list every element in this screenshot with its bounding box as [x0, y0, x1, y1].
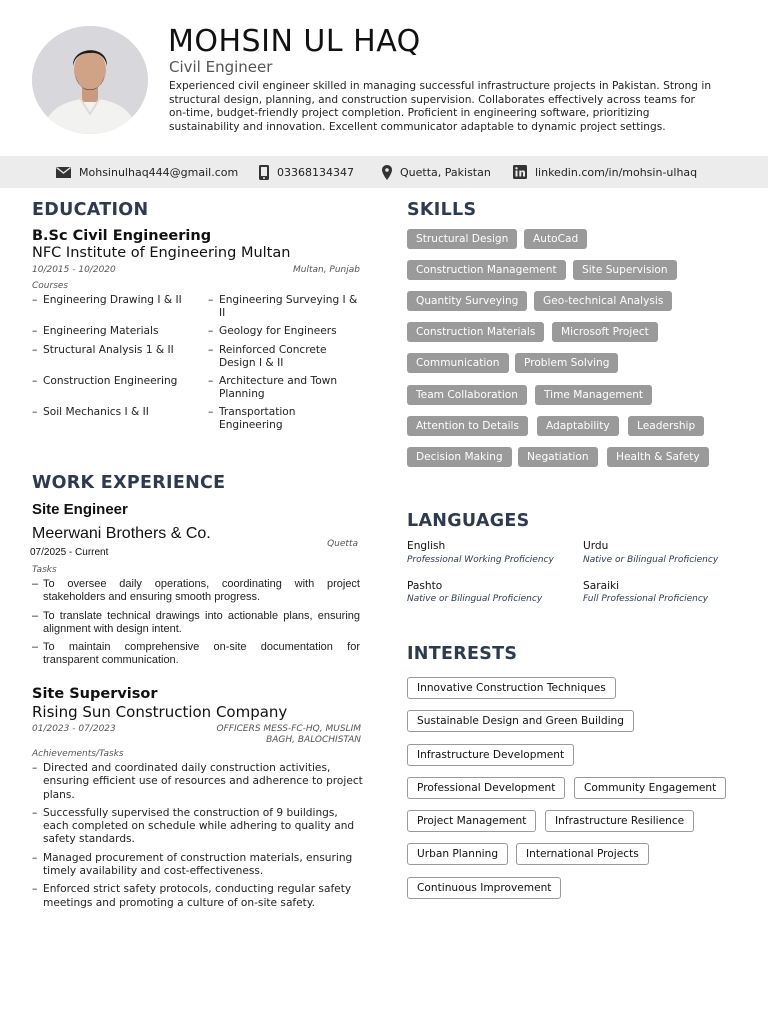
language-name: English — [407, 540, 446, 552]
interest-tag: Infrastructure Resilience — [545, 810, 694, 832]
skill-tag: Attention to Details — [407, 416, 528, 436]
list-item: – Enforced strict safety protocols, conducting regular safety meetings and promoting a culture of on-site safety. — [43, 883, 363, 910]
language-level: Professional Working Proficiency — [407, 555, 554, 565]
email-text: Mohsinulhaq444@gmail.com — [79, 165, 239, 179]
course-item: – Architecture and Town Planning — [219, 375, 360, 401]
job-title: Site Supervisor — [32, 686, 158, 702]
skill-tag: Problem Solving — [515, 353, 618, 373]
job-bullets — [43, 762, 363, 915]
interests-heading: INTERESTS — [407, 644, 518, 664]
location-text: Quetta, Pakistan — [400, 165, 491, 179]
skill-tag: AutoCad — [524, 229, 587, 249]
interest-tag: International Projects — [516, 843, 649, 865]
company-name: Meerwani Brothers & Co. — [32, 525, 211, 542]
skills-heading: SKILLS — [407, 200, 477, 220]
interest-tag: Infrastructure Development — [407, 744, 574, 766]
skill-tag: Quantity Surveying — [407, 291, 527, 311]
skill-tag: Site Supervision — [573, 260, 677, 280]
phone-text: 03368134347 — [277, 165, 354, 179]
interest-tag: Sustainable Design and Green Building — [407, 710, 634, 732]
contact-phone[interactable] — [259, 156, 354, 188]
envelope-icon — [56, 167, 71, 178]
courses-label: Courses — [32, 281, 69, 291]
job-list-label: Tasks — [32, 565, 57, 575]
company-name: Rising Sun Construction Company — [32, 703, 288, 721]
language-name: Saraiki — [583, 580, 620, 592]
interest-tag: Urban Planning — [407, 843, 508, 865]
language-level: Native or Bilingual Proficiency — [583, 555, 719, 565]
language-level: Native or Bilingual Proficiency — [407, 594, 543, 604]
job-dates: 07/2025 - Current — [30, 547, 109, 558]
job-dates: 01/2023 - 07/2023 — [32, 724, 116, 734]
list-item: – To oversee daily operations, coordinating with project stakeholders and ensuring smooth progress. — [43, 578, 360, 605]
skill-tag: Time Management — [535, 385, 652, 405]
language-name: Pashto — [407, 580, 443, 592]
interest-tag: Continuous Improvement — [407, 877, 561, 899]
language-level: Full Professional Proficiency — [583, 594, 709, 604]
course-item: – Engineering Surveying I & II — [219, 294, 360, 320]
skill-tag: Communication — [407, 353, 509, 373]
linkedin-icon — [513, 165, 527, 179]
education-heading: EDUCATION — [32, 200, 149, 220]
skill-tag: Decision Making — [407, 447, 512, 467]
skill-tag: Negatiation — [518, 447, 598, 467]
linkedin-text: linkedin.com/in/mohsin-ulhaq — [535, 165, 698, 179]
interest-tag: Innovative Construction Techniques — [407, 677, 616, 699]
course-item: – Soil Mechanics I & II — [43, 406, 193, 419]
education-place: Multan, Punjab — [292, 265, 360, 275]
course-item: – Construction Engineering — [43, 375, 193, 388]
degree-name: B.Sc Civil Engineering — [32, 228, 212, 244]
course-item: – Geology for Engineers — [219, 325, 360, 338]
list-item: – Successfully supervised the construction of 9 buildings, each completed on schedule while adhering to quality and safety standards. — [43, 807, 363, 847]
skill-tag: Team Collaboration — [407, 385, 527, 405]
course-item: – Engineering Drawing I & II — [43, 294, 193, 307]
course-item: – Engineering Materials — [43, 325, 193, 338]
job-title-headline: Civil Engineer — [169, 58, 273, 76]
contact-location — [382, 156, 491, 188]
job-title: Site Engineer — [32, 501, 128, 518]
phone-icon — [259, 165, 269, 180]
interest-tag: Professional Development — [407, 777, 565, 799]
job-bullets — [43, 578, 360, 673]
course-item: – Transportation Engineering — [219, 406, 339, 432]
work-experience-heading: WORK EXPERIENCE — [32, 473, 226, 493]
skill-tag: Construction Materials — [407, 322, 544, 342]
skill-tag: Adaptability — [537, 416, 619, 436]
skill-tag: Construction Management — [407, 260, 566, 280]
education-dates: 10/2015 - 10/2020 — [32, 265, 116, 275]
skill-tag: Microsoft Project — [552, 322, 658, 342]
interest-tag: Community Engagement — [574, 777, 726, 799]
skill-tag: Health & Safety — [607, 447, 709, 467]
profile-photo — [32, 26, 148, 134]
course-item: – Structural Analysis 1 & II — [43, 344, 193, 357]
job-list-label: Achievements/Tasks — [32, 749, 124, 759]
skill-tag: Structural Design — [407, 229, 517, 249]
list-item: – To maintain comprehensive on-site documentation for transparent communication. — [43, 641, 360, 668]
list-item: – Managed procurement of construction materials, ensuring timely availability and cost-effectiveness. — [43, 852, 363, 879]
job-place: OFFICERS MESS-FC-HQ, MUSLIM BAGH, BALOCHISTAN — [216, 724, 361, 745]
map-pin-icon — [382, 165, 392, 180]
course-item: – Reinforced Concrete Design I & II — [219, 344, 339, 370]
school-name: NFC Institute of Engineering Multan — [32, 245, 291, 261]
candidate-name: MOHSIN UL HAQ — [168, 24, 421, 59]
job-place: Quetta — [327, 539, 358, 549]
skill-tag: Leadership — [628, 416, 704, 436]
contact-linkedin[interactable] — [513, 156, 697, 188]
languages-heading: LANGUAGES — [407, 511, 530, 531]
language-name: Urdu — [583, 540, 609, 552]
contact-email[interactable] — [56, 156, 238, 188]
contact-bar — [0, 156, 768, 188]
profile-summary: Experienced civil engineer skilled in managing successful infrastructure projects in Pakistan. Strong in structural design, planning, and construction supervision. Collaborates effectively across teams for on-time, budget-friendly project completion. Proficient in engineering software, prioritizing sustainability and innovation. Excellent communicator adaptable to dynamic project settings. — [169, 80, 712, 133]
interest-tag: Project Management — [407, 810, 536, 832]
skill-tag: Geo-technical Analysis — [534, 291, 672, 311]
list-item: – Directed and coordinated daily construction activities, ensuring efficient use of resources and adherence to project plans. — [43, 762, 363, 802]
list-item: – To translate technical drawings into actionable plans, ensuring alignment with design intent. — [43, 610, 360, 637]
